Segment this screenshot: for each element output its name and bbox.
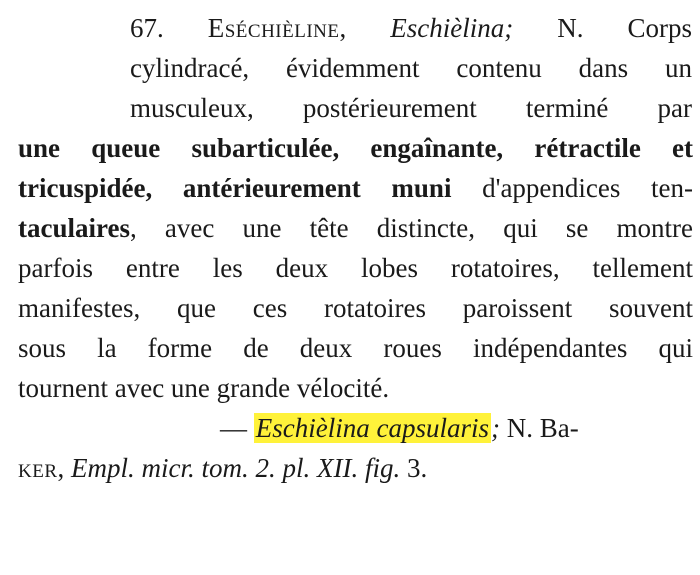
text-line-4-bold: une queue subarticulée, engaînante, rétractile et [18, 133, 693, 163]
text-line-11: — Eschièlina capsularis; N. Ba- [220, 413, 579, 443]
article-number: 67. [130, 13, 164, 43]
text-line-2: cylindracé, évidemment contenu dans un [130, 53, 692, 83]
author-name-caps: ker [18, 453, 58, 483]
text-line-10: tournent avec une grande vélocité. [18, 373, 390, 403]
bibliographic-reference: Empl. micr. tom. 2. pl. XII. fig. [71, 453, 401, 483]
genus-name-caps: Eséchièline [207, 13, 340, 43]
text-line-3: musculeux, postérieurement terminé par [130, 93, 692, 123]
text-line-12: ker, Empl. micr. tom. 2. pl. XII. fig. 3. [18, 453, 428, 483]
text-line-6: taculaires, avec une tête distincte, qui se montre [18, 213, 693, 243]
text-line-7: parfois entre les deux lobes rotatoires, tellement [18, 253, 693, 283]
genus-name-italic: Eschièlina [390, 13, 505, 43]
text-line-9: sous la forme de deux roues indépendantes qui [18, 333, 693, 363]
text-line-8: manifestes, que ces rotatoires paroissent souvent [18, 293, 693, 323]
text-line-5: tricuspidée, antérieurement muni d'appendices ten- [18, 173, 693, 203]
highlighted-species-name: Eschièlina capsularis [255, 413, 489, 443]
text-line-1: 67. Eséchièline, Eschièlina; N. Corps [130, 13, 693, 43]
bold-phrase: tricuspidée, antérieurement muni [18, 173, 452, 203]
bold-word: taculaires [18, 213, 130, 243]
